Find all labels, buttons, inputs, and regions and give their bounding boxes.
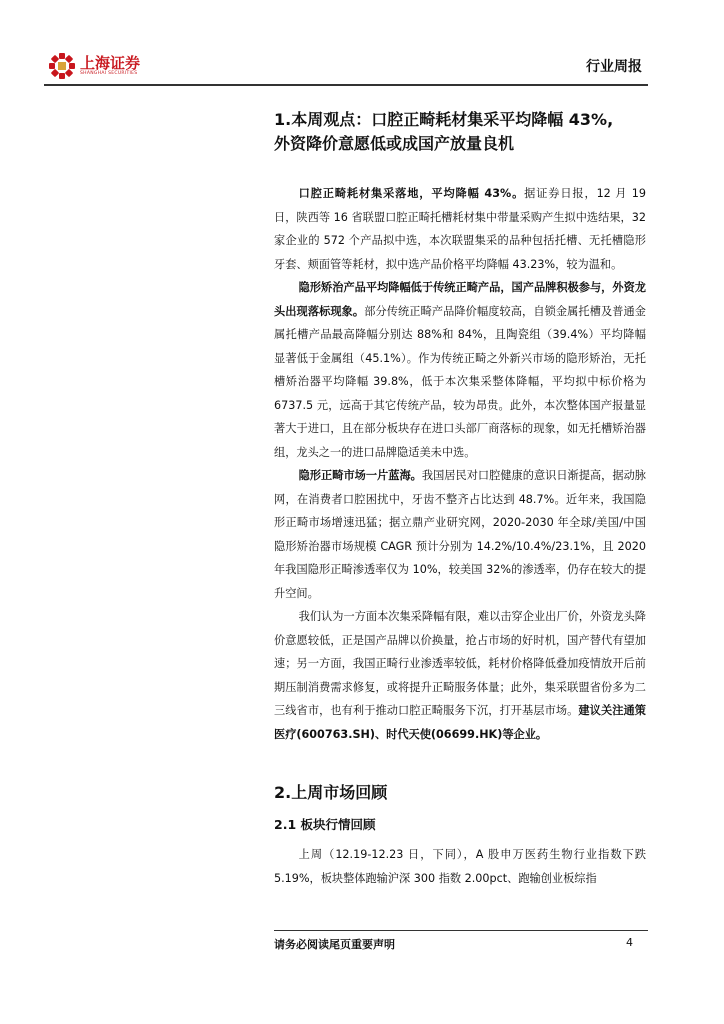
header-divider bbox=[44, 84, 648, 86]
paragraph-collection-result: 口腔正畸耗材集采落地，平均降幅 43%。据证券日报，12 月 19 日，陕西等 16 省联盟口腔正畸托槽耗材集中带量采购产生拟中选结果，32 家企业的 572 个产品拟中选，本次联盟集采的品种包括托槽、无托槽隐形牙套、颊面管等耗材，拟中选产品价格平均降幅 43.23%，较为温和。 bbox=[274, 187, 646, 271]
page-header bbox=[44, 44, 648, 84]
logo-english-name: SHANGHAI SECURITIES bbox=[80, 71, 138, 76]
paragraph-market-review: 上周（12.19-12.23 日，下同），A 股申万医药生物行业指数下跌 5.19%，板块整体跑输沪深 300 指数 2.00pct、跑输创业板综指 bbox=[274, 848, 646, 885]
page-number: 4 bbox=[626, 936, 633, 949]
footer-divider bbox=[274, 930, 648, 931]
report-type-label: 行业周报 bbox=[586, 59, 642, 75]
section-1-title: 1.本周观点：口腔正畸耗材集采平均降幅 43%, 外资降价意愿低或成国产放量良机 bbox=[274, 110, 614, 153]
paragraph-investment-view: 我们认为一方面本次集采降幅有限，难以击穿企业出厂价，外资龙头降价意愿较低，正是国产品牌以价换量，抢占市场的好时机，国产替代有望加速；另一方面，我国正畸行业渗透率较低，耗材价格降低叠加疫情放开后前期压制消费需求修复，或将提升正畸服务体量；此外，集采联盟省份多为二三线省市，也有利于推动口腔正畸服务下沉，打开基层市场。建议关注通策医疗(600763.SH)、时代天使(06699.HK)等企业。 bbox=[274, 610, 646, 741]
section-2-1-subtitle: 2.1 板块行情回顾 bbox=[274, 817, 376, 832]
main-content bbox=[274, 108, 646, 890]
logo-chinese-name: 上海证券 bbox=[80, 54, 141, 72]
shanghai-securities-logo-icon bbox=[48, 52, 76, 80]
disclaimer-note: 请务必阅读尾页重要声明 bbox=[274, 938, 395, 951]
section-2-title: 2.上周市场回顾 bbox=[274, 783, 388, 802]
paragraph-price-drop-comparison: 隐形矫治产品平均降幅低于传统正畸产品，国产品牌积极参与，外资龙头出现落标现象。部分传统正畸产品降价幅度较高，自锁金属托槽及普通金属托槽产品最高降幅分别达 88%和 84%，且陶瓷组（39.4%）平均降幅显著低于金属组（45.1%）。作为传统正畸之外新兴市场的隐形矫治，无托槽矫治器平均降幅 39.8%，低于本次集采整体降幅，平均拟中标价格为 6737.5 元，远高于其它传统产品，较为昂贵。此外，本次整体国产报量显著大于进口，且在部分板块存在进口头部厂商落标的现象，如无托槽矫治器组，龙头之一的进口品牌隐适美未中选。 bbox=[274, 281, 646, 459]
brand-logo bbox=[48, 52, 140, 80]
paragraph-market-outlook: 隐形正畸市场一片蓝海。我国居民对口腔健康的意识日渐提高，据动脉网，在消费者口腔困扰中，牙齿不整齐占比达到 48.7%。近年来，我国隐形正畸市场增速迅猛；据立鼎产业研究网，2020-2030 年全球/美国/中国隐形矫治器市场规模 CAGR 预计分别为 14.2%/10.4%/23.1%，且 2020 年我国隐形正畸渗透率仅为 10%，较美国 32%的渗透率，仍存在较大的提升空间。 bbox=[274, 469, 646, 600]
